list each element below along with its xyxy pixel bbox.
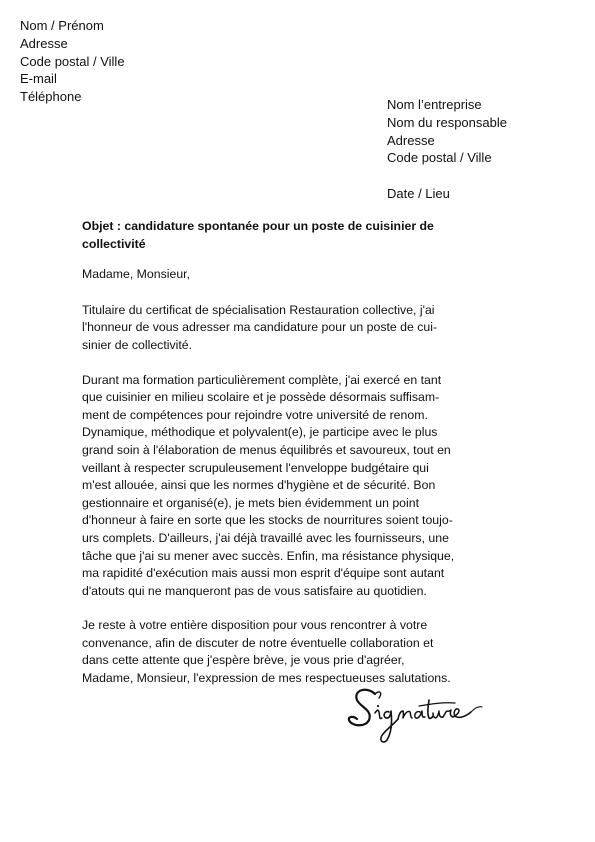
sender-name: Nom / Prénom (20, 18, 104, 33)
text-line: que cuisinier en milieu scolaire et je possède désormais suffisam- (82, 390, 440, 405)
recipient-address: Adresse (387, 132, 435, 148)
sender-email: E-mail (20, 71, 57, 87)
sender-postal-city: Code postal / Ville (20, 53, 125, 69)
date-place: Date / Lieu (387, 186, 450, 202)
text-line: tâche que j'ai su mener avec succès. Enfin, ma résistance physique, (82, 548, 455, 563)
text-line: Je reste à votre entière disposition pour vous rencontrer à votre (82, 618, 428, 633)
text-line: Madame, Monsieur, l'expression de mes respectueuses salutations. (82, 671, 451, 686)
sender-block (20, 17, 125, 106)
paragraph-closing (82, 617, 512, 687)
letter-body (82, 218, 512, 705)
subject-line: Objet : candidature spontanée pour un poste de cuisinier de (82, 219, 434, 233)
text-line: dans cette attente que j'espère brève, je vous prie d'agréer, (82, 653, 405, 668)
sender-phone: Téléphone (20, 89, 82, 105)
text-line: m'est allouée, ainsi que les normes d'hygiène et de sécurité. Bon (82, 478, 436, 493)
text-line: Durant ma formation particulièrement complète, j'ai exercé en tant (82, 372, 442, 387)
text-line: urs complets. D'ailleurs, j'ai déjà travaillé avec les fournisseurs, une (82, 530, 449, 545)
text-line: veillant à respecter scrupuleusement l'enveloppe budgétaire qui (82, 460, 429, 475)
letter-salutation: Madame, Monsieur, (82, 267, 190, 282)
sender-address: Adresse (20, 35, 68, 51)
text-line: sinier de collectivité. (82, 337, 193, 352)
letter-subject (82, 218, 512, 253)
recipient-manager: Nom du responsable (387, 114, 507, 130)
text-line: d'atouts qui ne manqueront pas de vous satisfaire au quotidien. (82, 583, 427, 598)
text-line: ment de compétences pour rejoindre votre université de renom. (82, 407, 428, 422)
paragraph-experience (82, 372, 512, 601)
recipient-company: Nom l’entreprise (387, 97, 482, 112)
recipient-block (387, 96, 507, 203)
text-line: Dynamique, méthodique et polyvalent(e), je participe avec le plus (82, 425, 438, 440)
text-line: l'honneur de vous adresser ma candidature pour un poste de cui- (82, 320, 438, 335)
text-line: grand soin à l'élaboration de menus équilibrés et savoureux, tout en (82, 442, 451, 457)
text-line: gestionnaire et organisé(e), je mets bien évidemment un point (82, 495, 419, 510)
recipient-postal-city: Code postal / Ville (387, 150, 492, 166)
text-line: d'honneur à faire en sorte que les stocks de nourritures soient toujo- (82, 513, 453, 528)
text-line: convenance, afin de discuter de notre éventuelle collaboration et (82, 635, 434, 650)
text-line: ma rapidité d'exécution mais aussi mon esprit d'équipe sont autant (82, 566, 445, 581)
text-line: Titulaire du certificat de spécialisation Restauration collective, j'ai (82, 302, 435, 317)
paragraph-intro (82, 302, 512, 355)
subject-line: collectivité (82, 236, 146, 251)
signature-image (345, 680, 490, 750)
